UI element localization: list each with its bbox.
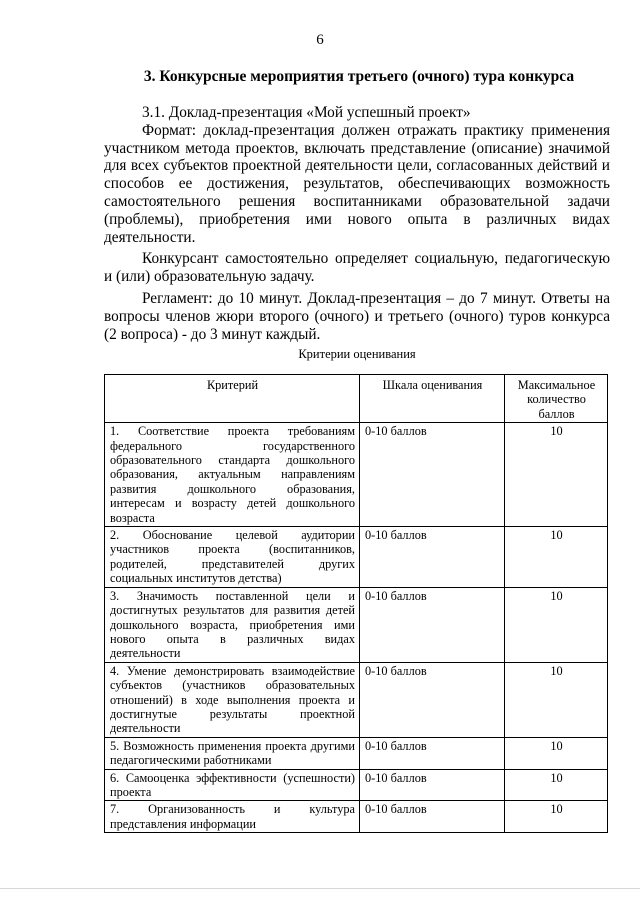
table-header-row: [105, 375, 608, 423]
table-row: [105, 769, 608, 801]
scale-cell: 0-10 баллов: [360, 587, 505, 662]
scale-cell: 0-10 баллов: [360, 801, 505, 833]
table-row: [105, 662, 608, 737]
max-cell: 10: [505, 737, 608, 769]
max-cell: 10: [505, 587, 608, 662]
task-paragraph: Конкурсант самостоятельно определяет социальную, педагогическую и (или) образовательную задачу.: [104, 250, 610, 286]
criterion-cell: 4. Умение демонстрировать взаимодействие субъектов (участников образовательных отношений) в ходе выполнения проекта и достигнутые результаты проектной деятельности: [105, 662, 360, 737]
subsection-heading: 3.1. Доклад-презентация «Мой успешный проект»: [142, 104, 471, 121]
header-scale: Шкала оценивания: [360, 375, 505, 423]
page-number: 6: [316, 32, 324, 48]
table-row: [105, 423, 608, 527]
table-row: [105, 801, 608, 833]
bottom-divider: [0, 888, 640, 889]
criterion-cell: 2. Обоснование целевой аудитории участников проекта (воспитанников, родителей, представителей других социальных институтов детства): [105, 527, 360, 588]
max-cell: 10: [505, 423, 608, 527]
max-cell: 10: [505, 527, 608, 588]
header-max: Максимальное количество баллов: [505, 375, 608, 423]
max-cell: 10: [505, 662, 608, 737]
table-row: [105, 587, 608, 662]
max-cell: 10: [505, 801, 608, 833]
table-row: [105, 527, 608, 588]
criterion-cell: 1. Соответствие проекта требованиям федерального государственного образовательного стандарта дошкольного образования, актуальным направлениям развития дошкольного образования, интересам и возрасту детей дошкольного возраста: [105, 423, 360, 527]
format-paragraph: Формат: доклад-презентация должен отражать практику применения участником метода проектов, включать представление (описание) значимой для всех субъектов проектной деятельности цели, согласованных действий и способов ее достижения, результатов, обеспечивающих возможность самостоятельного решения воспитанниками образовательной задачи (проблемы), приобретения ими нового опыта в различных видах деятельности.: [104, 121, 610, 246]
criterion-cell: 7. Организованность и культура представления информации: [105, 801, 360, 833]
regulation-paragraph: Регламент: до 10 минут. Доклад-презентация – до 7 минут. Ответы на вопросы членов жюри второго (очного) и третьего (очного) туров конкурса (2 вопроса) - до 3 минут каждый.: [104, 289, 610, 343]
scale-cell: 0-10 баллов: [360, 769, 505, 801]
criteria-table: [104, 374, 608, 833]
section-title: 3. Конкурсные мероприятия третьего (очного) тура конкурса: [143, 68, 575, 85]
scale-cell: 0-10 баллов: [360, 662, 505, 737]
table-row: [105, 737, 608, 769]
max-cell: 10: [505, 769, 608, 801]
criterion-cell: 5. Возможность применения проекта другими педагогическими работниками: [105, 737, 360, 769]
scale-cell: 0-10 баллов: [360, 423, 505, 527]
table-caption: Критерии оценивания: [298, 347, 416, 361]
body-text: [104, 104, 610, 343]
criterion-cell: 6. Самооценка эффективности (успешности) проекта: [105, 769, 360, 801]
scale-cell: 0-10 баллов: [360, 527, 505, 588]
header-criterion: Критерий: [105, 375, 360, 423]
scale-cell: 0-10 баллов: [360, 737, 505, 769]
criterion-cell: 3. Значимость поставленной цели и достигнутых результатов для развития детей дошкольного возраста, приобретения ими нового опыта в различных видах деятельности: [105, 587, 360, 662]
